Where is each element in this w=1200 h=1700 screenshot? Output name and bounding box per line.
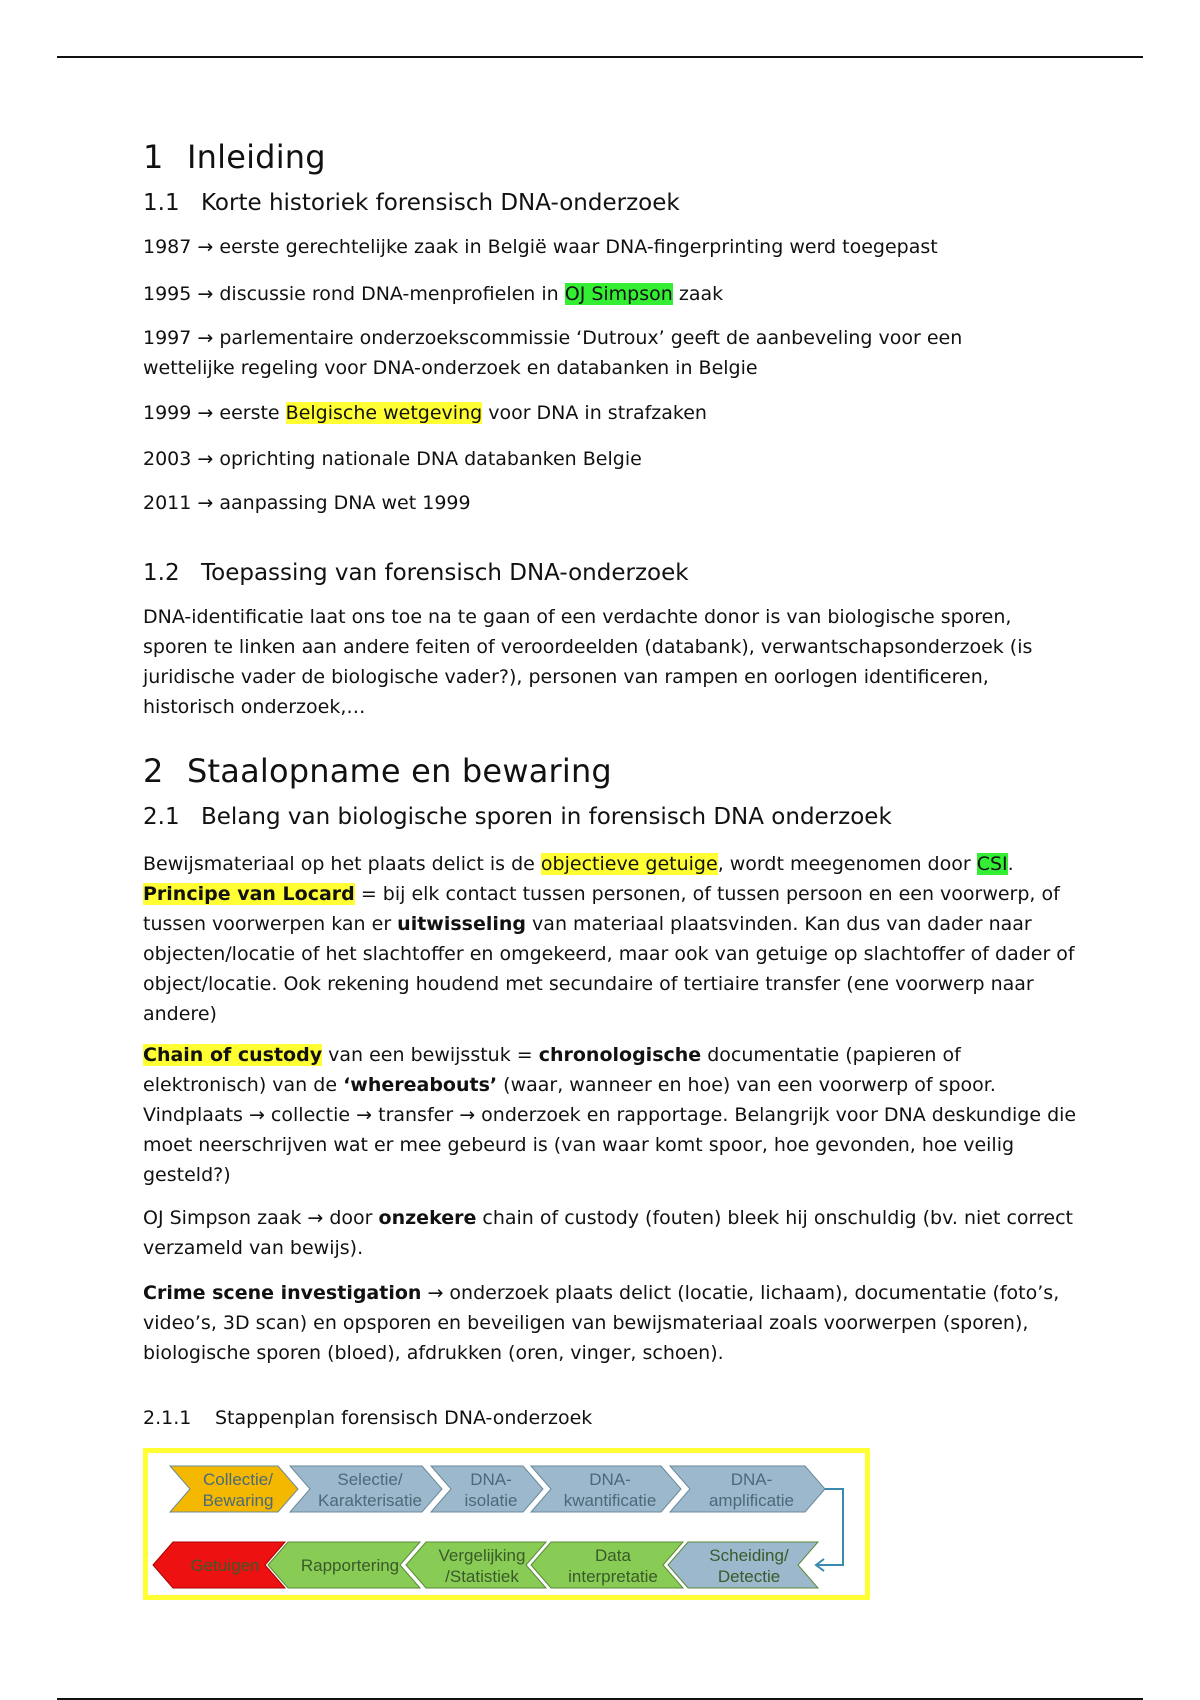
- svg-text:amplificatie: amplificatie: [708, 1491, 795, 1510]
- highlight-yellow: objectieve getuige: [540, 853, 718, 875]
- svg-text:DNA-: DNA-: [589, 1470, 631, 1489]
- heading-2-1-1: 2.1.1 Stappenplan forensisch DNA-onderzoek: [143, 1407, 593, 1429]
- svg-text:interpretatie: interpretatie: [568, 1567, 658, 1586]
- flow-step-row2: [531, 1542, 683, 1588]
- svg-text:/Statistiek: /Statistiek: [445, 1567, 519, 1586]
- svg-text:Rapportering: Rapportering: [300, 1556, 400, 1575]
- top-rule: [57, 56, 1143, 58]
- heading-1-1: 1.1 Korte historiek forensisch DNA-onderzoek: [143, 190, 680, 216]
- heading-2-1: 2.1 Belang van biologische sporen in forensisch DNA onderzoek: [143, 804, 892, 830]
- svg-text:DNA-: DNA-: [470, 1470, 512, 1489]
- flow-step-row2: [668, 1542, 818, 1588]
- svg-text:Scheiding/: Scheiding/: [709, 1546, 789, 1565]
- svg-text:kwantificatie: kwantificatie: [563, 1491, 657, 1510]
- highlight-green: OJ Simpson: [564, 283, 673, 305]
- svg-text:Getuigen: Getuigen: [190, 1556, 260, 1575]
- svg-text:isolatie: isolatie: [464, 1491, 518, 1510]
- heading-1-2: 1.2 Toepassing van forensisch DNA-onderzoek: [143, 560, 689, 586]
- process-flow-diagram: [143, 1448, 870, 1600]
- flow-step-row1: [170, 1466, 298, 1512]
- paragraph-toepassing: DNA-identificatie laat ons toe na te gaan of een verdachte donor is van biologische sporen, sporen te linken aan andere feiten of veroordeelden (databank), verwantschapsonderzoek (is juridische vader de biologische vader?), personen van rampen en oorlogen identificeren, historisch onderzoek,…: [143, 606, 1033, 718]
- flow-step-row1: [531, 1466, 681, 1512]
- flow-connector: [816, 1489, 843, 1565]
- flow-step-row1: [290, 1466, 442, 1512]
- heading-section-1: 1 Inleiding: [143, 138, 326, 176]
- flow-step-row2: [406, 1542, 546, 1588]
- heading-section-2: 2 Staalopname en bewaring: [143, 752, 612, 790]
- timeline-item: 1987 → eerste gerechtelijke zaak in België waar DNA-fingerprinting werd toegepast: [143, 236, 938, 258]
- svg-text:Selectie/: Selectie/: [337, 1470, 403, 1489]
- svg-text:Karakterisatie: Karakterisatie: [318, 1491, 422, 1510]
- timeline-item: 1997 → parlementaire onderzoekscommissie ‘Dutroux’ geeft de aanbeveling voor een wettelijke regeling voor DNA-onderzoek en databanken in Belgie: [143, 327, 963, 379]
- timeline-item: 2011 → aanpassing DNA wet 1999: [143, 492, 471, 514]
- svg-text:Data: Data: [595, 1546, 631, 1565]
- timeline-item: 2003 → oprichting nationale DNA databanken Belgie: [143, 448, 642, 470]
- timeline-item: 1999 → eerste Belgische wetgeving voor DNA in strafzaken: [143, 402, 707, 424]
- paragraph-locard: Bewijsmateriaal op het plaats delict is de objectieve getuige, wordt meegenomen door CSI. Principe van Locard = bij elk contact tussen personen, of tussen persoon en een voorwerp, of tussen voorwerpen kan er uitwisseling van materiaal plaatsvinden. Kan dus van dader naar objecten/locatie of het slachtoffer en omgekeerd, maar ook van getuige op slachtoffer of dader of object/locatie. Ook rekening houdend met secundaire of tertiaire transfer (ene voorwerp naar andere): [143, 853, 1075, 1025]
- paragraph-chain-of-custody: Chain of custody van een bewijsstuk = chronologische documentatie (papieren of elektronisch) van de ‘whereabouts’ (waar, wanneer en hoe) van een voorwerp of spoor. Vindplaats → collectie → transfer → onderzoek en rapportage. Belangrijk voor DNA deskundige die moet neerschrijven wat er mee gebeurd is (van waar komt spoor, hoe gevonden, hoe veilig gesteld?): [143, 1044, 1077, 1186]
- flow-step-row2: [153, 1542, 285, 1588]
- paragraph-csi: Crime scene investigation → onderzoek plaats delict (locatie, lichaam), documentatie (foto’s, video’s, 3D scan) en opsporen en beveiligen van bewijsmateriaal zoals voorwerpen (sporen), biologische sporen (bloed), afdrukken (oren, vinger, schoen).: [143, 1282, 1060, 1364]
- svg-text:Detectie: Detectie: [717, 1567, 781, 1586]
- flow-step-row1: [431, 1466, 543, 1512]
- svg-text:DNA-: DNA-: [730, 1470, 773, 1489]
- highlight-green: CSI: [976, 853, 1008, 875]
- flow-step-row2: [268, 1542, 420, 1588]
- flow-step-row1: [670, 1466, 825, 1512]
- highlight-yellow: Belgische wetgeving: [285, 402, 483, 424]
- highlight-yellow-bold: Chain of custody: [143, 1044, 323, 1066]
- timeline-item: 1995 → discussie rond DNA-menprofielen in OJ Simpson zaak: [143, 283, 724, 305]
- svg-text:Vergelijking: Vergelijking: [438, 1546, 526, 1565]
- highlight-yellow-bold: Principe van Locard: [143, 883, 355, 905]
- paragraph-oj-simpson: OJ Simpson zaak → door onzekere chain of custody (fouten) bleek hij onschuldig (bv. niet correct verzameld van bewijs).: [143, 1207, 1073, 1259]
- process-flow-svg: [148, 1453, 865, 1595]
- svg-text:Bewaring: Bewaring: [202, 1491, 274, 1510]
- svg-text:Collectie/: Collectie/: [203, 1470, 273, 1489]
